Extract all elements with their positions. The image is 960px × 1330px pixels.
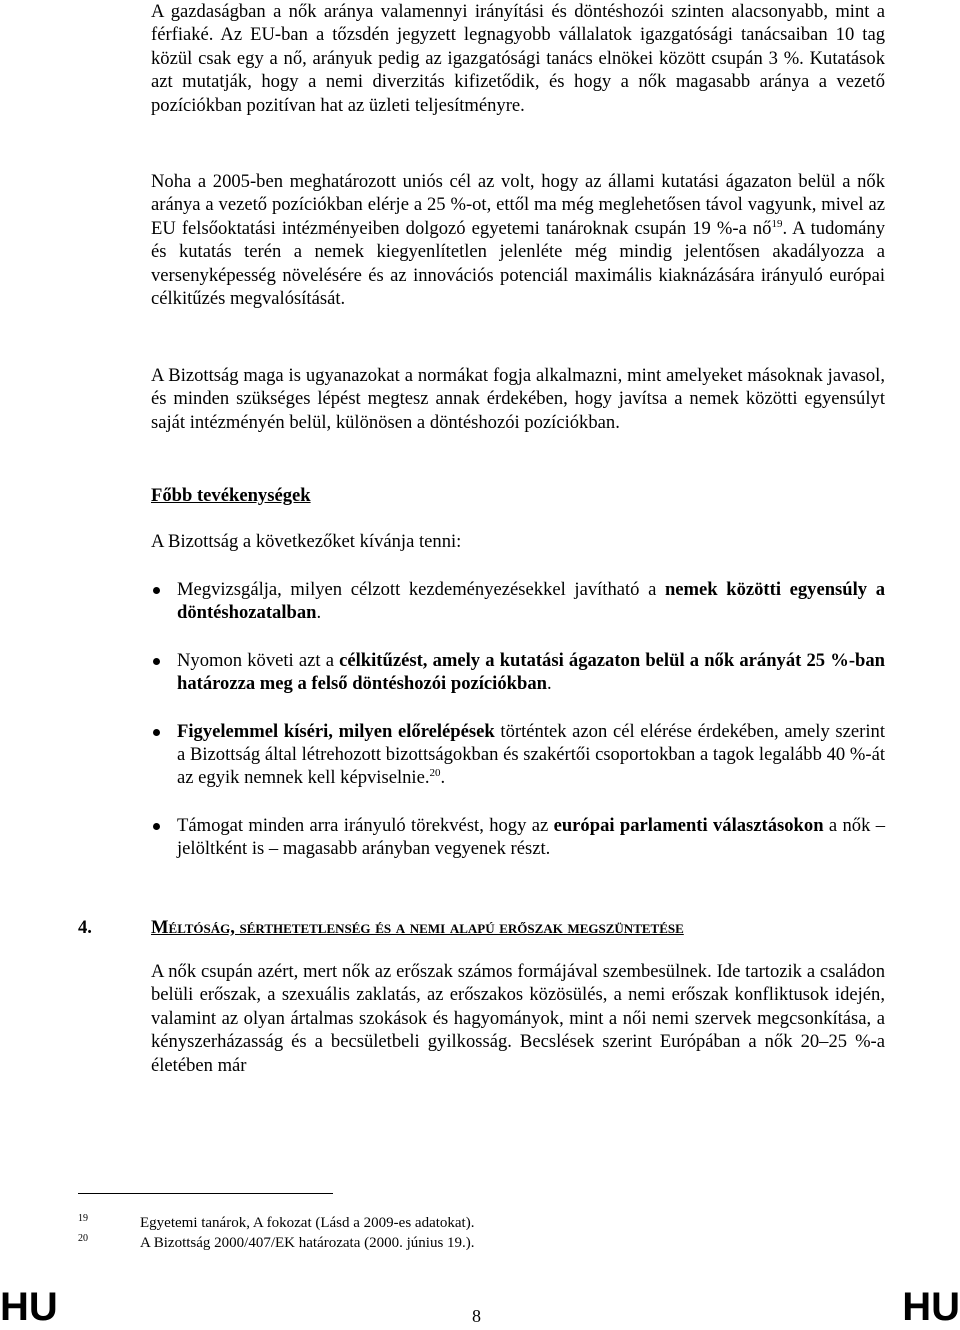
footnote-ref-20[interactable]: 20 [429, 767, 441, 780]
paragraph-intro-actions: A Bizottság a következőket kívánja tenni: [151, 531, 462, 552]
list-item: Támogat minden arra irányuló törekvést, hogy az európai parlamenti választásokon a nők – jelöltként is – magasabb arányban vegyenek részt. [151, 814, 885, 861]
paragraph-commission-norms: A Bizottság maga is ugyanazokat a normákat fogja alkalmazni, mint amelyeket másoknak javasol, és minden szükséges lépést megtesz annak érdekében, hogy javítsa a nemek közötti egyensúlyt saját intézményén belül, különösen a döntéshozói pozíciókban. [151, 365, 885, 433]
list-item: Megvizsgálja, milyen célzott kezdeményezésekkel javítható a nemek közötti egyensúly a döntéshozatalban. [151, 578, 885, 625]
footnotes [78, 1213, 475, 1253]
bullet-icon [153, 587, 160, 594]
section-heading [78, 916, 888, 939]
section-title: Méltóság, sérthetetlenség és a nemi alapú erőszak megszüntetése [151, 917, 684, 938]
language-code-right: HU [902, 1285, 960, 1329]
paragraph-women-in-economy: A gazdaságban a nők aránya valamennyi irányítási és döntéshozói szinten alacsonyabb, mint a férfiaké. Az EU-ban a tőzsdén jegyzett legnagyobb vállalatok igazgatósági tanácsaiban 10 tag közül csak egy a nő, arányuk pedig az igazgatósági tanács elnökei között csupán 3 %. Kutatások azt mutatják, hogy a nemi diverzitás kifizetődik, és hogy a nők magasabb aránya a vezető pozíciókban pozitívan hat az üzleti teljesítményre. [151, 1, 885, 116]
footnote-divider [78, 1193, 333, 1194]
bullet-icon [153, 823, 160, 830]
footnote-ref-19[interactable]: 19 [771, 217, 783, 230]
subheading-main-activities: Főbb tevékenységek [151, 485, 311, 506]
bullet-icon [153, 658, 160, 665]
footnote-19: 19 Egyetemi tanárok, A fokozat (Lásd a 2009-es adatokat). [78, 1213, 475, 1231]
bullet-icon [153, 729, 160, 736]
footnote-20: 20 A Bizottság 2000/407/EK határozata (2000. június 19.). [78, 1233, 475, 1251]
footnote-text: Egyetemi tanárok, A fokozat (Lásd a 2009-es adatokat). [140, 1215, 475, 1231]
list-item: Nyomon követi azt a célkitűzést, amely a kutatási ágazaton belül a nők arányát 25 %-ban határozza meg a felső döntéshozói pozíciókban. [151, 649, 885, 696]
list-item: Figyelemmel kíséri, milyen előrelépések történtek azon cél elérése érdekében, amely szerint a Bizottság által létrehozott bizottságokban és szakértői csoportokban a tagok legalább 40 %-át az egyik nemnek kell képviselnie.$^{20}$. [151, 720, 885, 790]
language-code-left: HU [0, 1285, 58, 1329]
paragraph-text: . A tudomány és kutatás terén a nemek kiegyenlítetlen jelenléte még mindig jelentősen akadályozza a versenyképesség növelésére és az innovációs potenciál maximális kiaknázására irányuló európai célkitűzés megvalósítását. [151, 217, 886, 310]
action-list [151, 578, 885, 861]
paragraph-violence: A nők csupán azért, mert nők az erőszak számos formájával szembesülnek. Ide tartozik a családon belüli erőszak, a szexuális zaklatás, az erőszakos közösülés, a nemi erőszak konfliktusok idején, valamint az olyan ártalmas szokások és hagyományok, mint a női nemi szervek megcsonkítása, a kényszerházasság és a becsületbeli gyilkosság. Becslések szerint Európában a nők 20–25 %-a életében már [151, 961, 885, 1076]
section-number: 4. [78, 917, 92, 938]
paragraph-research-sector [151, 170, 885, 310]
page-number: 8 [472, 1306, 481, 1326]
paragraph-text: Noha a 2005-ben meghatározott uniós cél az volt, hogy az állami kutatási ágazaton belül a nők aránya a vezető pozíciókban elérje a 25 %-ot, ettől ma még meglehetősen távol vagyunk, mivel az EU felsőoktatási intézményeiben dolgozó egyetemi tanároknak csupán 19 %-a nő [151, 171, 885, 239]
footnote-text: A Bizottság 2000/407/EK határozata (2000. június 19.). [140, 1235, 475, 1251]
